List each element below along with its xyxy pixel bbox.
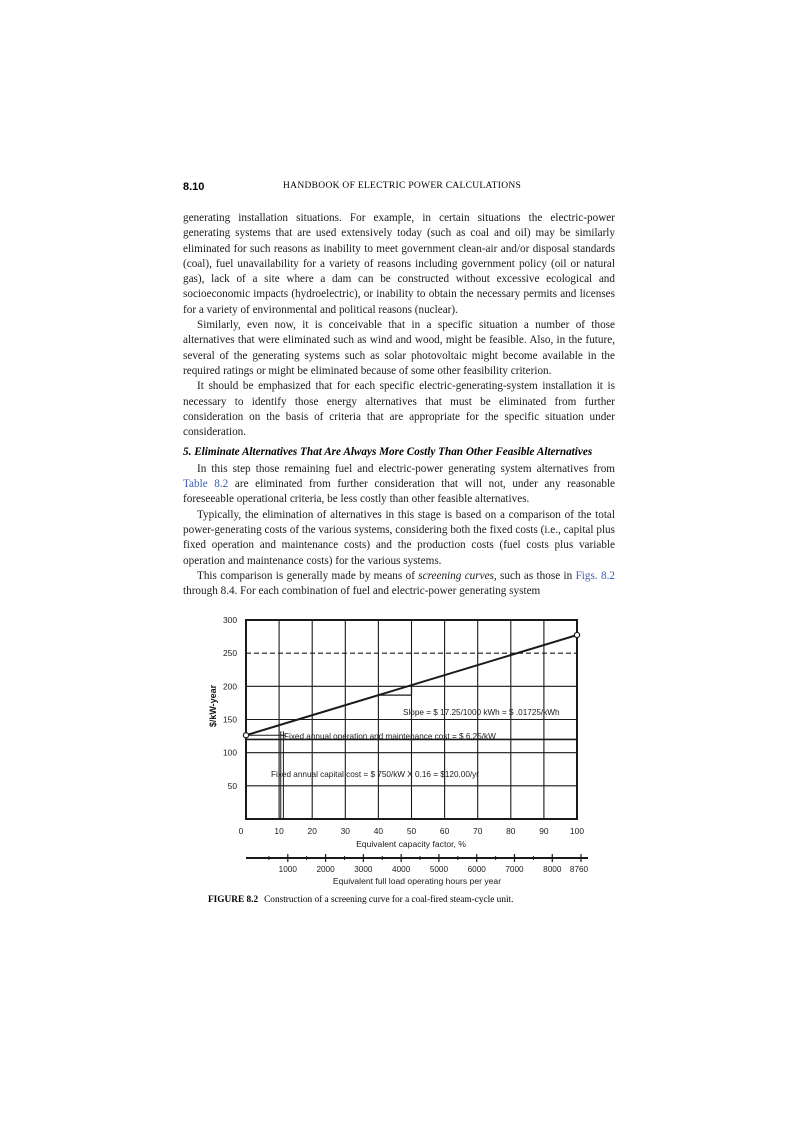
paragraph-5: Typically, the elimination of alternatives in this stage is based on a comparison of the total power-generating costs of the various systems, considering both the fixed costs (i.e., capital plus fixed operation and maintenance costs) and the production costs (fuel costs plus variable operation and maintenance costs) for the various systems. — [183, 508, 615, 567]
x2-tick-8000: 8000 — [543, 865, 562, 874]
y-tick-200: 200 — [223, 681, 237, 692]
y-axis-label: $/kW-year — [208, 684, 218, 728]
data-point-start — [243, 733, 248, 738]
x-tick-10: 10 — [274, 826, 284, 836]
x-tick-30: 30 — [340, 826, 350, 836]
fixed-om-annotation: Fixed annual operation and maintenance cost = $ 6.25/kW — [284, 732, 496, 741]
data-point-end — [574, 632, 579, 637]
x2-tick-1000: 1000 — [278, 865, 297, 874]
x-tick-50: 50 — [406, 826, 417, 836]
x-tick-100: 100 — [570, 826, 584, 836]
y-tick-50: 50 — [227, 780, 237, 791]
x-axis-label: Equivalent capacity factor, % — [356, 839, 466, 849]
x-tick-0: 0 — [238, 826, 244, 836]
page-header — [183, 181, 615, 197]
x-tick-60: 60 — [439, 826, 450, 836]
x2-tick-7000: 7000 — [505, 865, 524, 874]
y-tick-labels — [223, 615, 237, 791]
x-tick-90: 90 — [539, 826, 549, 836]
slope-annotation: Slope = $ 17.25/1000 kWh = $ .01725/kWh — [403, 708, 560, 717]
x2-tick-3000: 3000 — [354, 865, 373, 874]
fixed-capital-annotation: Fixed annual capital cost = $ 750/kW X 0.16 = $120.00/yr — [271, 770, 479, 779]
table-8-2-link[interactable]: Table 8.2 — [183, 478, 229, 491]
y-tick-250: 250 — [223, 648, 237, 659]
x2-tick-4000: 4000 — [392, 865, 411, 874]
paragraph-4-text-b: are eliminated from further consideration that will not, under any reasonable foreseeable operational criteria, be less costly than other feasible alternatives. — [183, 478, 615, 506]
figure-label: FIGURE 8.2 — [208, 895, 259, 905]
paragraph-3: It should be emphasized that for each specific electric-generating-system installation it is necessary to identify those energy alternatives that must be eliminated from further consideration on the basis of criteria that are appropriate for the specific situation under consideration. — [183, 380, 615, 439]
screening-curve-chart — [190, 605, 610, 895]
figure-8-2 — [190, 605, 610, 895]
y-tick-100: 100 — [223, 747, 237, 758]
x2-tick-2000: 2000 — [316, 865, 335, 874]
x2-tick-5000: 5000 — [429, 865, 449, 874]
x-tick-labels — [239, 826, 585, 836]
secondary-x-axis-label: Equivalent full load operating hours per year — [332, 876, 502, 886]
paragraph-2: Similarly, even now, it is conceivable that in a specific situation a number of those alternatives that were eliminated such as wind and wood, might be feasible. Also, in the future, several of the generating systems such as solar photovoltaic might become available in the required ratings or might be eliminated because of some other feasibility criterion. — [183, 319, 615, 377]
x-tick-80: 80 — [506, 826, 516, 836]
figure-caption-text: Construction of a screening curve for a coal-fired steam-cycle unit. — [264, 895, 514, 905]
paragraph-6 — [183, 569, 615, 600]
paragraph-6-text-c: through 8.4. For each combination of fuel and electric-power generating system — [183, 585, 541, 598]
page-number: 8.10 — [183, 181, 205, 193]
paragraph-6-text-a: This comparison is generally made by means of — [197, 569, 419, 582]
x2-tick-8760: 8760 — [569, 865, 589, 874]
y-tick-150: 150 — [223, 714, 237, 725]
y-tick-300: 300 — [223, 615, 237, 625]
x-tick-20: 20 — [307, 826, 317, 836]
x-tick-40: 40 — [373, 826, 384, 836]
figure-caption — [208, 895, 513, 905]
paragraph-4-text-a: In this step those remaining fuel and electric-power generating system alternatives from — [197, 462, 615, 475]
figs-8-2-link[interactable]: Figs. 8.2 — [575, 569, 615, 582]
x2-tick-6000: 6000 — [467, 865, 486, 874]
screening-curves-term: screening curves, — [418, 569, 497, 582]
running-head: HANDBOOK OF ELECTRIC POWER CALCULATIONS — [283, 181, 522, 191]
section-subheading: 5. Eliminate Alternatives That Are Always More Costly Than Other Feasible Alternatives — [183, 446, 593, 459]
x-tick-70: 70 — [473, 826, 483, 836]
paragraph-1: generating installation situations. For example, in certain situations the electric-power generating systems that are used extensively today (such as coal and oil) may be similarly eliminated for such reasons as inability to meet government clean-air and/or disposal standards (coal), fuel unavailability for a variety of reasons including government policy (oil or natural gas), lack of a site where a dam can be constructed without excessive ecological and socioeconomic impacts (hydroelectric), or inability to obtain the necessary permits and licenses for a variety of environmental and political reasons (nuclear). — [183, 212, 615, 316]
paragraph-4 — [183, 462, 615, 508]
body-text — [183, 211, 615, 599]
paragraph-6-text-b: such as those in — [496, 569, 576, 582]
